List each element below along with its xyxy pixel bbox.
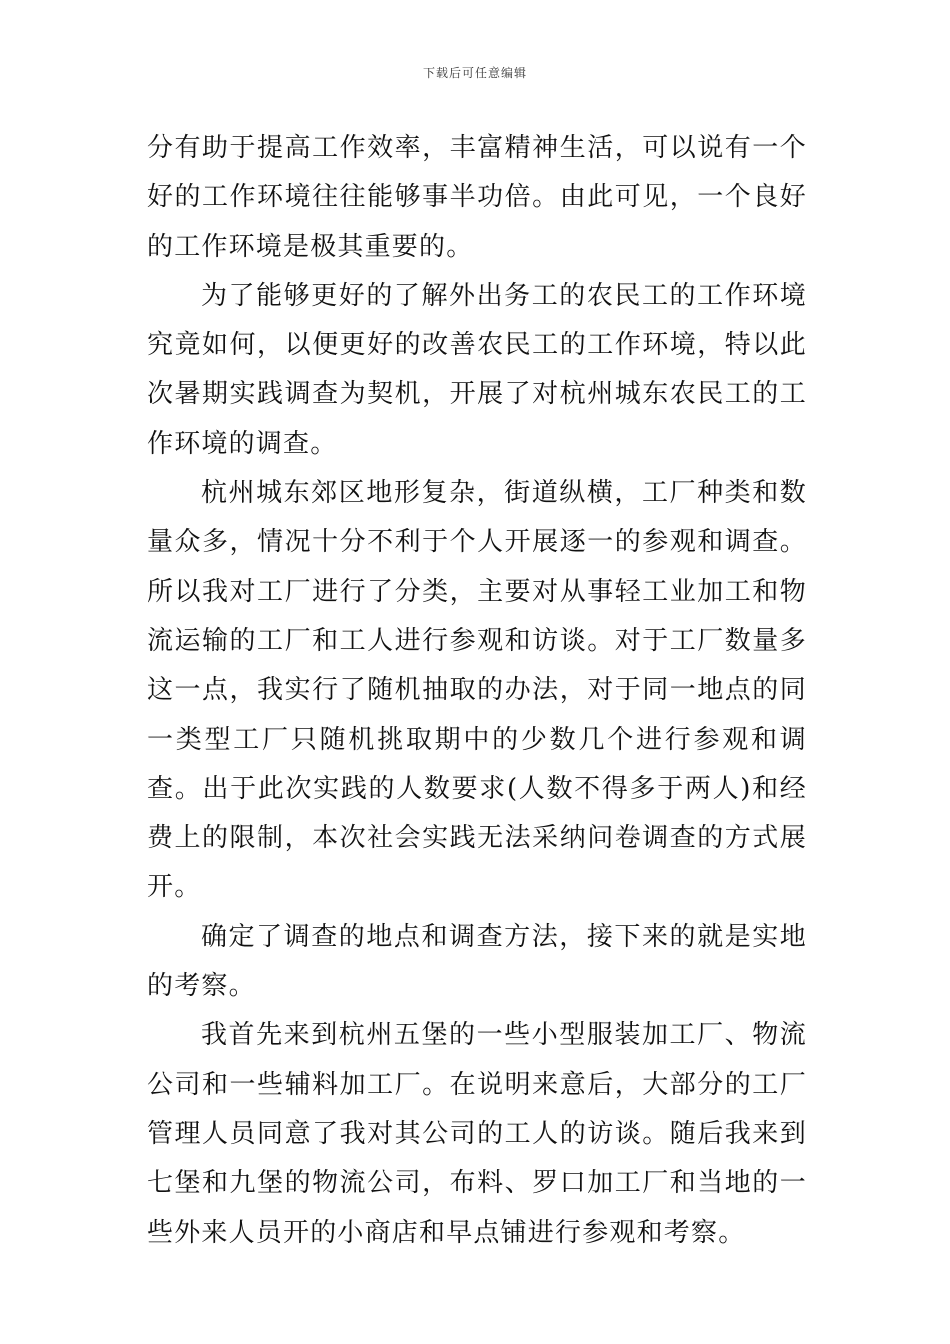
paragraph-5: 我首先来到杭州五堡的一些小型服装加工厂、物流公司和一些辅料加工厂。在说明来意后，大部分的工厂管理人员同意了我对其公司的工人的访谈。随后我来到七堡和九堡的物流公司，布料、罗口加工厂和当地的一些外来人员开的小商店和早点铺进行参观和考察。 — [147, 1020, 807, 1248]
document-body — [147, 124, 807, 1258]
paragraph-2: 为了能够更好的了解外出务工的农民工的工作环境究竟如何，以便更好的改善农民工的工作环境，特以此次暑期实践调查为契机，开展了对杭州城东农民工的工作环境的调查。 — [147, 280, 807, 459]
paragraph-4: 确定了调查的地点和调查方法，接下来的就是实地的考察。 — [147, 921, 807, 1002]
page-header: 下载后可任意编辑 — [422, 66, 527, 80]
paragraph-3: 杭州城东郊区地形复杂，街道纵横，工厂种类和数量众多，情况十分不利于个人开展逐一的参观和调查。所以我对工厂进行了分类，主要对从事轻工业加工和物流运输的工厂和工人进行参观和访谈。对于工厂数量多这一点，我实行了随机抽取的办法，对于同一地点的同一类型工厂只随机挑取期中的少数几个进行参观和调查。出于此次实践的人数要求(人数不得多于两人)和经费上的限制，本次社会实践无法采纳问卷调查的方式展开。 — [147, 478, 807, 903]
paragraph-1: 分有助于提高工作效率，丰富精神生活，可以说有一个好的工作环境往往能够事半功倍。由此可见，一个良好的工作环境是极其重要的。 — [147, 133, 807, 262]
